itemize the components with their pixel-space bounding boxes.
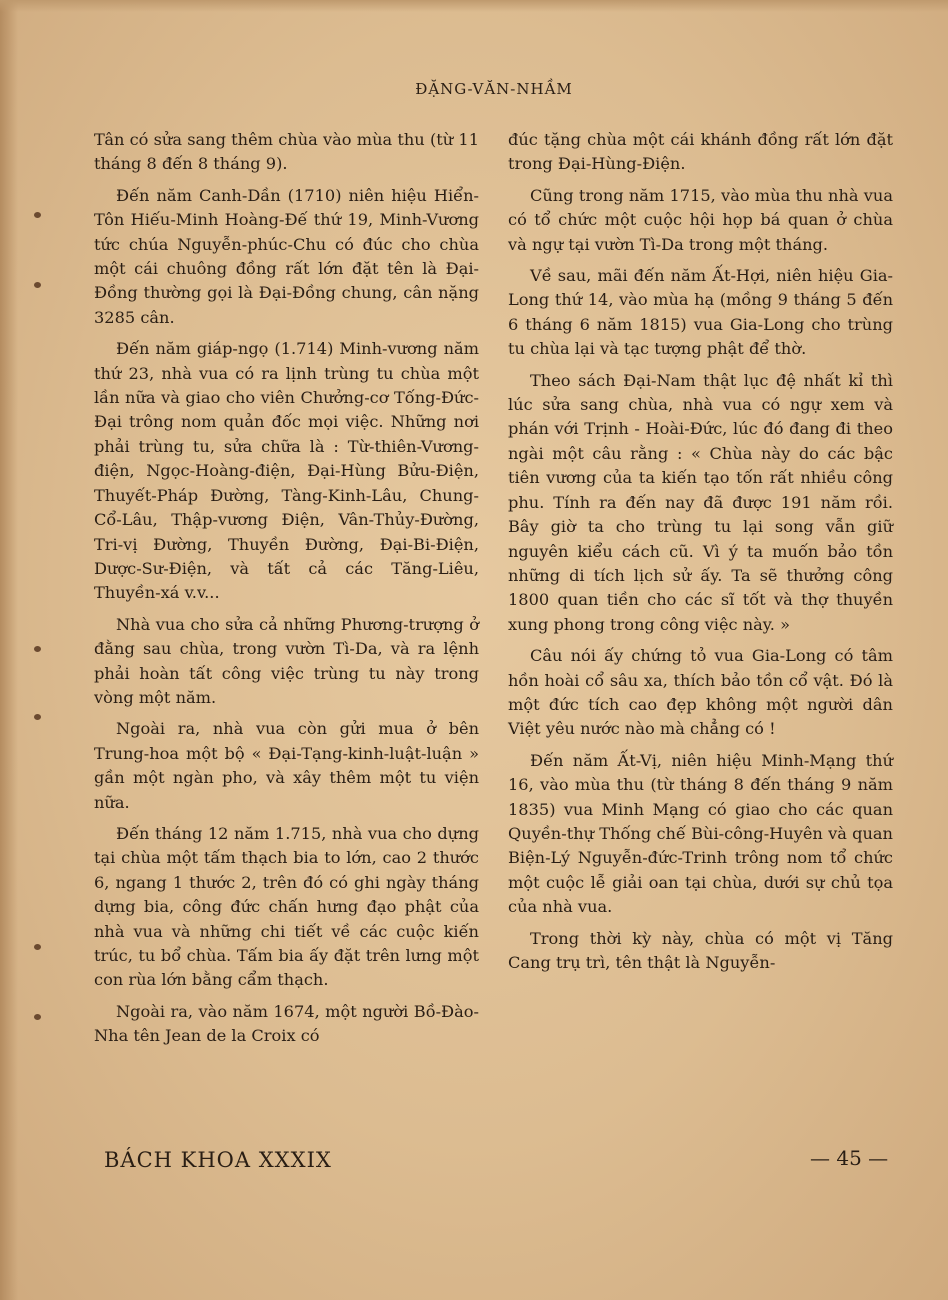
paragraph: Tân có sửa sang thêm chùa vào mùa thu (từ 11 tháng 8 đến 8 tháng 9). [94, 130, 479, 174]
paragraph: Theo sách Đại-Nam thật lục đệ nhất kỉ thì lúc sửa sang chùa, nhà vua có ngự xem và phán với Trịnh - Hoài-Đức, lúc đó đang đi theo ngài một câu rằng : « Chùa này do các bậc tiên vương của ta kiến tạo tốn rất nhiều công phu. Tính ra đến nay đã được 191 năm rồi. Bây giờ ta cho trùng tu lại song vẫn giữ nguyên kiểu cách cũ. Vì ý ta muốn bảo tồn những di tích lịch sử ấy. Ta sẽ thưởng công 1800 quan tiền cho các sĩ tốt và thợ thuyền xung phong trong công việc này. » [508, 370, 893, 634]
paragraph: Cũng trong năm 1715, vào mùa thu nhà vua có tổ chức một cuộc hội họp bá quan ở chùa và ngự tại vườn Tì-Da trong một tháng. [508, 185, 893, 254]
paragraph: Đến tháng 12 năm 1.715, nhà vua cho dựng tại chùa một tấm thạch bia to lớn, cao 2 thước 6, ngang 1 thước 2, trên đó có ghi ngày tháng dựng bia, công đức chấn hưng đạo phật của nhà vua và những chi tiết về các cuộc kiến trúc, tu bổ chùa. Tấm bia ấy đặt trên lưng một con rùa lớn bằng cẩm thạch. [94, 823, 479, 990]
binding-hole [34, 646, 41, 652]
paragraph: Nhà vua cho sửa cả những Phương-trượng ở đằng sau chùa, trong vườn Tì-Da, và ra lệnh phải hoàn tất công việc trùng tu này trong vòng một năm. [94, 614, 479, 707]
binding-hole [34, 1014, 41, 1020]
paragraph: Đến năm Canh-Dần (1710) niên hiệu Hiển-Tôn Hiếu-Minh Hoàng-Đế thứ 19, Minh-Vương tức chúa Nguyễn-phúc-Chu có đúc cho chùa một cái chuông đồng rất lớn đặt tên là Đại-Đồng thường gọi là Đại-Đồng chung, cân nặng 3285 cân. [94, 185, 479, 327]
left-column [94, 128, 479, 1056]
paragraph: Ngoài ra, nhà vua còn gửi mua ở bên Trung-hoa một bộ « Đại-Tạng-kinh-luật-luận » gần một ngàn pho, và xây thêm một tu viện nữa. [94, 719, 479, 812]
paragraph: đúc tặng chùa một cái khánh đồng rất lớn đặt trong Đại-Hùng-Điện. [508, 130, 893, 174]
paragraph: Trong thời kỳ này, chùa có một vị Tăng Cang trụ trì, tên thật là Nguyễn- [508, 928, 893, 972]
binding-hole [34, 944, 41, 950]
publication-footer: BÁCH KHOA XXXIX [104, 1148, 332, 1172]
paragraph: Câu nói ấy chứng tỏ vua Gia-Long có tâm hồn hoài cổ sâu xa, thích bảo tồn cổ vật. Đó là một đức tích cao đẹp không một người dân Việt yêu nước nào mà chẳng có ! [508, 646, 893, 739]
running-title: ĐẶNG-VĂN-NHẦM [415, 80, 573, 98]
paragraph: Ngoài ra, vào năm 1674, một người Bồ-Đào-Nha tên Jean de la Croix có [94, 1001, 479, 1046]
paragraph: Đến năm Ất-Vị, niên hiệu Minh-Mạng thứ 16, vào mùa thu (từ tháng 8 đến tháng 9 năm 1835) vua Minh Mạng có giao cho các quan Quyền-thự Thống chế Bùi-công-Huyên và quan Biện-Lý Nguyễn-đức-Trinh trông nom tổ chức một cuộc lễ giải oan tại chùa, dưới sự chủ tọa của nhà vua. [508, 750, 893, 917]
page-number: — 45 — [810, 1146, 889, 1170]
paragraph: Đến năm giáp-ngọ (1.714) Minh-vương năm thứ 23, nhà vua có ra lịnh trùng tu chùa một lần nữa và giao cho viên Chưởng-cơ Tống-Đức-Đại trông nom quản đốc mọi việc. Những nơi phải trùng tu, sửa chữa là : Từ-thiên-Vương-điện, Ngọc-Hoàng-điện, Đại-Hùng Bửu-Điện, Thuyết-Pháp Đường, Tàng-Kinh-Lâu, Chung-Cổ-Lâu, Thập-vương Điện, Vân-Thủy-Đường, Tri-vị Đường, Thuyền Đường, Đại-Bi-Điện, Dược-Sư-Điện, và tất cả các Tăng-Liêu, Thuyền-xá v.v... [94, 339, 479, 603]
binding-hole [34, 282, 41, 288]
paragraph: Về sau, mãi đến năm Ất-Hợi, niên hiệu Gia-Long thứ 14, vào mùa hạ (mồng 9 tháng 5 đến 6 tháng 6 năm 1815) vua Gia-Long cho trùng tu chùa lại và tạc tượng phật để thờ. [508, 266, 893, 359]
binding-hole [34, 212, 41, 218]
binding-hole [34, 714, 41, 720]
right-column [508, 128, 893, 982]
